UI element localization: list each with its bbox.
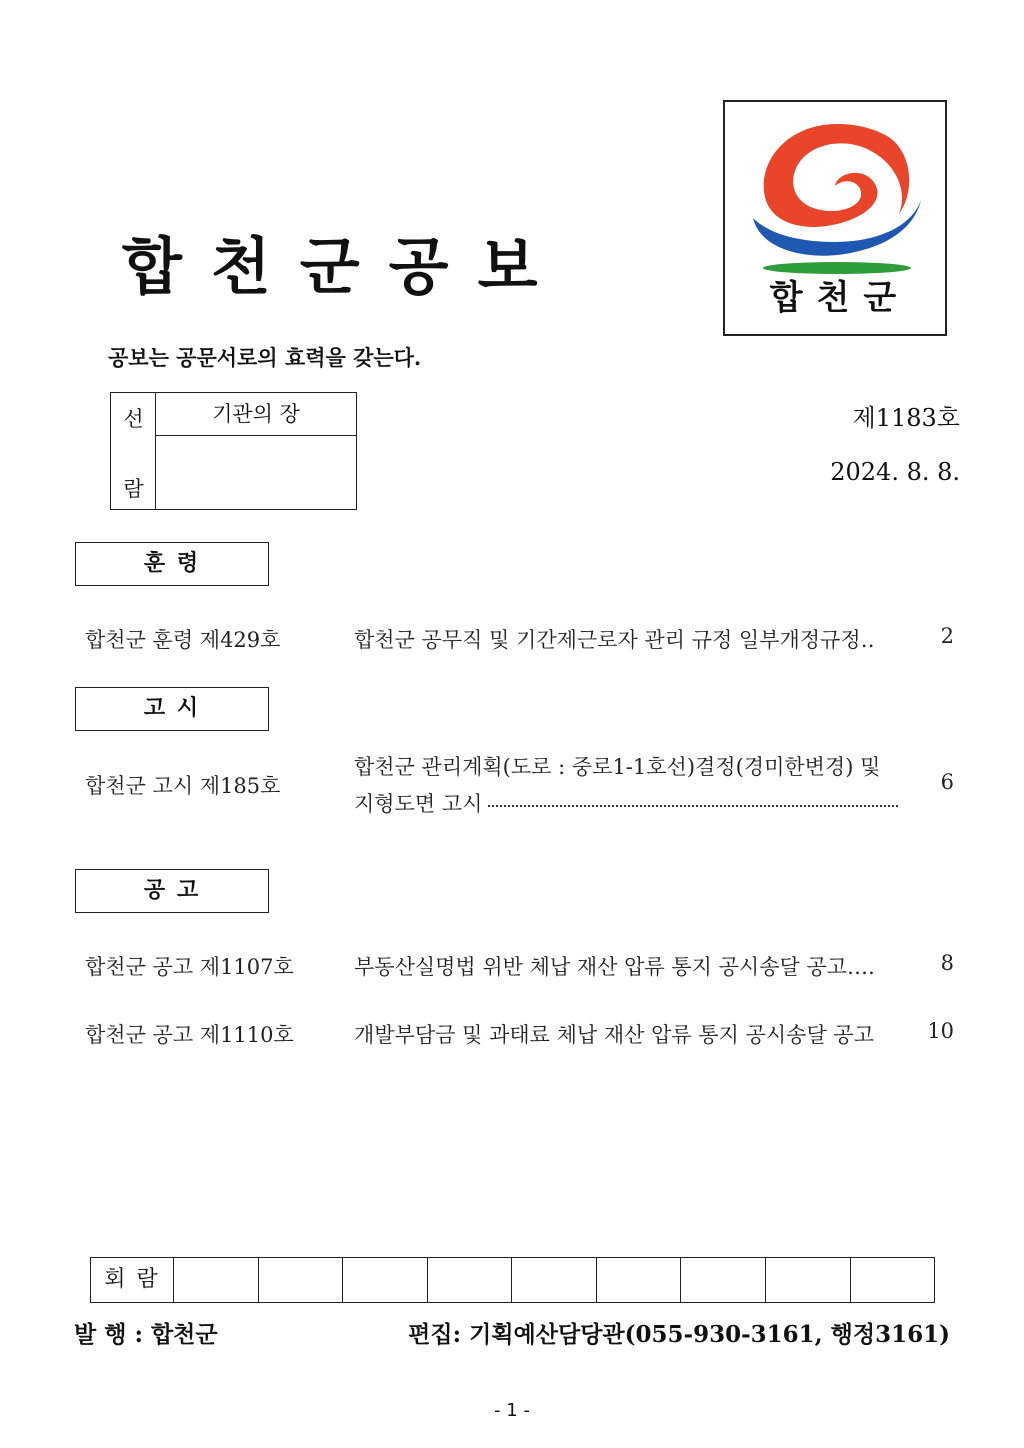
circulation-cell <box>766 1258 851 1302</box>
logo-red-swirl <box>764 124 909 227</box>
entry-desc-line1[interactable]: 합천군 관리계획(도로 : 중로1-1호선)결정(경미한변경) 및 <box>354 755 881 779</box>
section-header-notice: 고 시 <box>75 687 269 731</box>
review-heading: 기관의 장 <box>156 393 356 436</box>
circulation-cell <box>343 1258 428 1302</box>
gazette-title: 합천군공보 <box>122 230 567 303</box>
entry-page: 2 <box>940 624 954 648</box>
entry-desc[interactable]: 부동산실명법 위반 체납 재산 압류 통지 공시송달 공고‥‥ <box>354 955 876 979</box>
entry-desc[interactable]: 합천군 공무직 및 기간제근로자 관리 규정 일부개정규정‥ <box>354 628 875 652</box>
section-header-announcement: 공 고 <box>75 869 269 913</box>
entry-desc-line2-text: 지형도면 고시 <box>354 792 483 816</box>
gazette-subtitle: 공보는 공문서로의 효력을 갖는다. <box>108 345 422 370</box>
entry-page: 8 <box>940 951 954 975</box>
circulation-table <box>90 1257 935 1303</box>
dotted-leader <box>488 805 898 807</box>
entry-desc-line2[interactable] <box>354 788 910 818</box>
entry-id: 합천군 고시 제185호 <box>85 774 281 798</box>
issue-date: 2024. 8. 8. <box>830 458 960 486</box>
circulation-cell <box>681 1258 766 1302</box>
publisher: 발 행 : 합천군 <box>74 1321 218 1348</box>
entry-page: 6 <box>940 770 954 794</box>
circulation-cell <box>851 1258 935 1302</box>
entry-desc[interactable]: 개발부담금 및 과태료 체납 재산 압류 통지 공시송달 공고 <box>354 1023 874 1047</box>
logo-text: 합천군 <box>769 278 911 318</box>
page-number: - 1 - <box>494 1400 530 1421</box>
county-logo <box>723 100 947 336</box>
circulation-cell <box>428 1258 513 1302</box>
circulation-label: 회 람 <box>91 1258 174 1302</box>
entry-id: 합천군 공고 제1110호 <box>85 1023 294 1047</box>
entry-page: 10 <box>927 1019 954 1043</box>
entry-id: 합천군 공고 제1107호 <box>85 955 294 979</box>
circulation-cell <box>597 1258 682 1302</box>
entry-id: 합천군 훈령 제429호 <box>85 628 281 652</box>
issue-number: 제1183호 <box>852 404 960 432</box>
editor: 편집: 기획예산담당관(055-930-3161, 행정3161) <box>408 1321 950 1348</box>
section-header-directive: 훈 령 <box>75 542 269 586</box>
review-label-top: 선 <box>123 407 144 431</box>
circulation-cell <box>259 1258 344 1302</box>
circulation-cell <box>512 1258 597 1302</box>
review-label-bottom: 람 <box>123 477 144 501</box>
review-box <box>110 392 357 510</box>
circulation-cell <box>174 1258 259 1302</box>
